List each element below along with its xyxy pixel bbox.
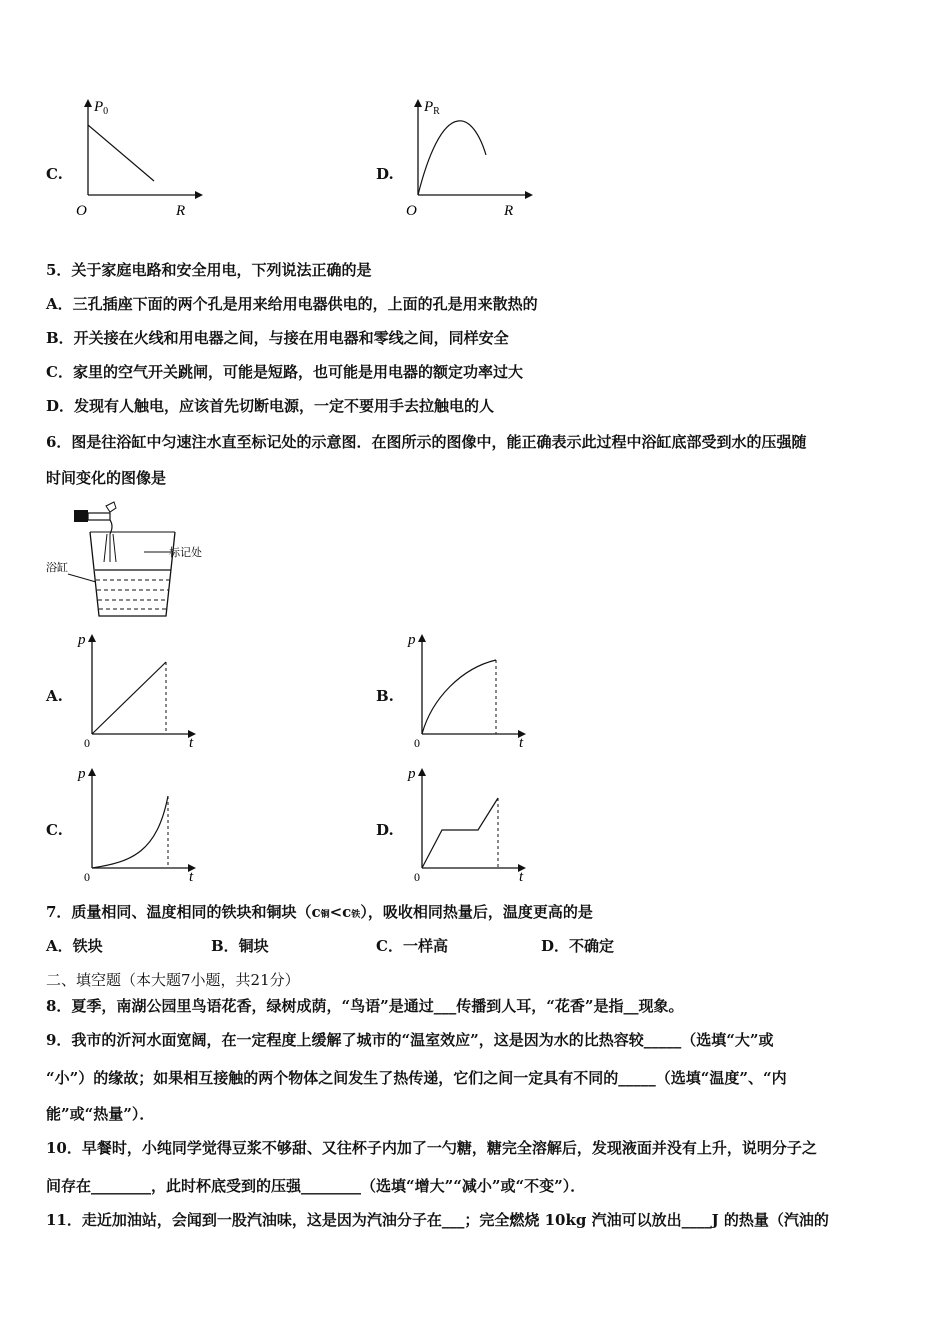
q9-line1: 9．我市的沂河水面宽阔，在一定程度上缓解了城市的“温室效应”，这是因为水的比热容较_____（选填“大”或 [46,1031,774,1049]
q7-option-b: B．铜块 [211,937,269,955]
q7-option-d: D．不确定 [541,937,615,955]
q10-line2: 间存在________，此时杯底受到的压强________（选填“增大”“减小”或“不变”）． [46,1177,586,1195]
q6-graph-c [72,762,202,887]
q7-stem: 7．质量相同、温度相同的铁块和铜块（c铜<c铁），吸收相同热量后，温度更高的是 [46,903,593,921]
x-arrow-icon [195,191,203,199]
q7-option-a: A．铁块 [46,937,103,955]
svg-text:t: t [189,735,194,751]
q5-option-d: D．发现有人触电，应该首先切断电源，一定不要用手去拉触电的人 [46,397,495,415]
q6-option-b-letter: B. [376,687,394,705]
svg-text:t: t [519,869,524,885]
x-arrow-icon [525,191,533,199]
q4-graph-c [70,95,210,225]
tub-outline [90,532,175,616]
y-arrow-icon [418,634,426,642]
origin-label: O [406,203,417,219]
y-arrow-icon [414,99,422,107]
y-arrow-icon [84,99,92,107]
curve-line [92,662,166,734]
q10-line1: 10．早餐时，小纯同学觉得豆浆不够甜、又往杯子内加了一勺糖，糖完全溶解后，发现液面并没有上升，说明分子之 [46,1139,817,1157]
origin-label: O [76,203,87,219]
curve-line [92,796,168,868]
q6-graph-a [72,628,202,753]
q9-line3: 能”或“热量”）． [46,1105,155,1123]
y-arrow-icon [88,634,96,642]
svg-text:p: p [408,632,416,648]
q6-graph-d [402,762,532,887]
q6-option-c-letter: C. [46,821,63,839]
q5-option-a: A．三孔插座下面的两个孔是用来给用电器供电的，上面的孔是用来散热的 [46,295,538,313]
q6-option-d-letter: D. [376,821,394,839]
svg-text:t: t [189,869,194,885]
curve-line [422,798,498,868]
faucet-valve-icon [106,502,116,512]
svg-text:p: p [78,632,86,648]
svg-text:0: 0 [84,736,90,750]
y-arrow-icon [88,768,96,776]
y-label: $P_R$ [424,99,440,117]
q6-graph-b [402,628,532,753]
q6-bathtub-figure [44,500,224,625]
svg-text:0: 0 [414,736,420,750]
faucet-pipe-icon [88,513,110,520]
x-label: R [176,203,186,219]
q5-option-b: B．开关接在火线和用电器之间，与接在用电器和零线之间，同样安全 [46,329,509,347]
curve-line [422,660,496,734]
svg-text:t: t [519,735,524,751]
y-arrow-icon [418,768,426,776]
q6-stem-line2: 时间变化的图像是 [46,469,167,487]
water-stream [104,534,116,562]
q11-line1: 11．走近加油站，会闻到一股汽油味，这是因为汽油分子在___；完全燃烧 10kg 汽油可以放出____J 的热量（汽油的 [46,1211,829,1229]
q5-stem: 5．关于家庭电路和安全用电，下列说法正确的是 [46,261,372,279]
q7-option-c: C．一样高 [376,937,448,955]
q8-text: 8．夏季，南湖公园里鸟语花香，绿树成荫，“鸟语”是通过___传播到人耳，“花香”是指__现象。 [46,997,684,1015]
curve-line [88,125,154,181]
q4-option-c-letter: C. [46,165,63,183]
q5-option-c: C．家里的空气开关跳闸，可能是短路，也可能是用电器的额定功率过大 [46,363,523,381]
svg-text:p: p [78,766,86,782]
q6-option-a-letter: A. [46,687,63,705]
q4-option-d-letter: D. [376,165,394,183]
faucet-handle-icon [74,510,88,522]
q9-line2: “小”）的缘故；如果相互接触的两个物体之间发生了热传递，它们之间一定具有不同的_____（选填“温度”、“内 [46,1069,787,1087]
y-label: $P_0$ [94,99,109,117]
svg-text:0: 0 [84,870,90,884]
mark-label: 标记处 [169,547,202,559]
svg-text:p: p [408,766,416,782]
q4-graph-d [400,95,540,225]
q6-stem-line1: 6．图是往浴缸中匀速注水直至标记处的示意图．在图所示的图像中，能正确表示此过程中浴缸底部受到水的压强随 [46,433,807,451]
x-label: R [504,203,514,219]
section2-title: 二、填空题（本大题7小题，共21分） [46,971,300,989]
curve-line [418,121,486,195]
tub-pointer [68,574,96,582]
svg-text:0: 0 [414,870,420,884]
tub-label: 浴缸 [46,562,68,574]
